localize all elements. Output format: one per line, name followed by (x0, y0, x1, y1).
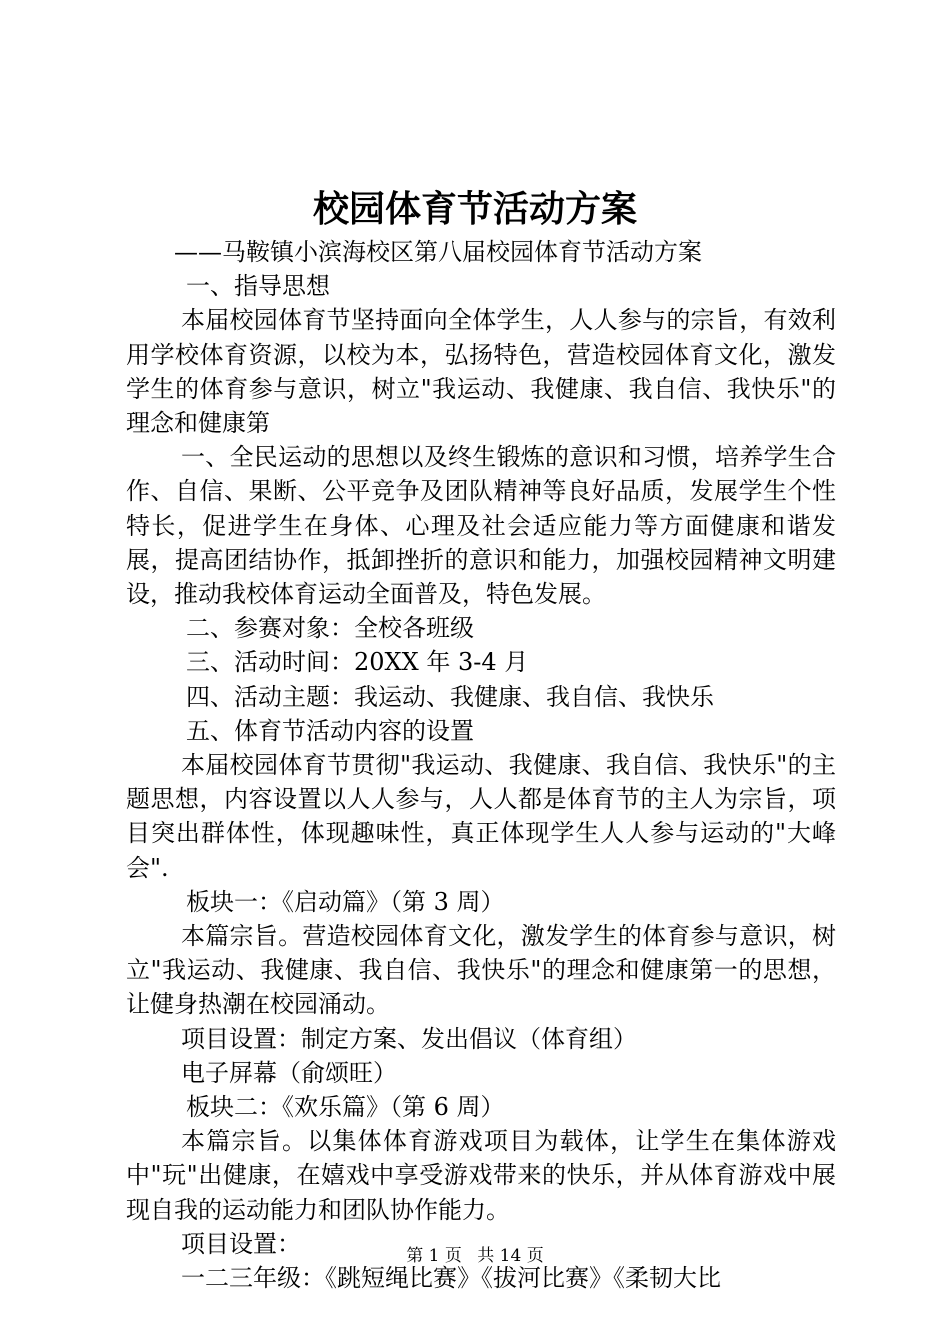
paragraph: 本届校园体育节坚持面向全体学生，人人参与的宗旨，有效利用学校体育资源，以校为本，弘扬特色，营造校园体育文化，激发学生的体育参与意识，树立"我运动、我健康、我自信、我快乐"的理念和健康第 (126, 306, 836, 438)
section-heading: 四、活动主题：我运动、我健康、我自信、我快乐 (186, 682, 714, 711)
document-title: 校园体育节活动方案 (312, 188, 637, 230)
section-heading: 二、参赛对象：全校各班级 (186, 614, 474, 643)
paragraph: 电子屏幕（俞颂旺） (181, 1058, 397, 1087)
section-heading: 一、指导思想 (186, 272, 330, 301)
paragraph: 项目设置：制定方案、发出倡议（体育组） (181, 1024, 637, 1053)
paragraph: 本篇宗旨。营造校园体育文化，激发学生的体育参与意识，树立"我运动、我健康、我自信、我快乐"的理念和健康第一的思想，让健身热潮在校园涌动。 (126, 922, 836, 1019)
paragraph: 本篇宗旨。以集体体育游戏项目为载体，让学生在集体游戏中"玩"出健康，在嬉戏中享受游戏带来的快乐，并从体育游戏中展现自我的运动能力和团队协作能力。 (126, 1127, 836, 1224)
paragraph: 本届校园体育节贯彻"我运动、我健康、我自信、我快乐"的主题思想，内容设置以人人参与，人人都是体育节的主人为宗旨，项目突出群体性，体现趣味性，真正体现学生人人参与运动的"大峰会". (126, 751, 836, 882)
paragraph: 一、全民运动的思想以及终生锻炼的意识和习惯，培养学生合作、自信、果断、公平竞争及团队精神等良好品质，发展学生个性特长，促进学生在身体、心理及社会适应能力等方面健康和谐发展，提高团结协作，抵卸挫折的意识和能力，加强校园精神文明建设，推动我校体育运动全面普及，特色发展。 (126, 443, 836, 609)
paragraph: 项目设置： (181, 1229, 301, 1258)
section-heading: 三、活动时间：20XX 年 3-4 月 (186, 648, 529, 677)
subtitle: ——马鞍镇小滨海校区第八届校园体育节活动方案 (174, 238, 702, 266)
paragraph: 一二三年级：《跳短绳比赛》《拔河比赛》《柔韧大比 (181, 1264, 721, 1293)
document-body (126, 235, 836, 1295)
section-heading: 五、体育节活动内容的设置 (186, 716, 474, 745)
page-number: 第 1 页 (406, 1246, 462, 1266)
page-total: 共 14 页 (477, 1246, 544, 1266)
page-footer (0, 1244, 950, 1268)
block-heading: 板块二：《欢乐篇》（第 6 周） (186, 1093, 505, 1122)
block-heading: 板块一：《启动篇》（第 3 周） (186, 887, 505, 916)
